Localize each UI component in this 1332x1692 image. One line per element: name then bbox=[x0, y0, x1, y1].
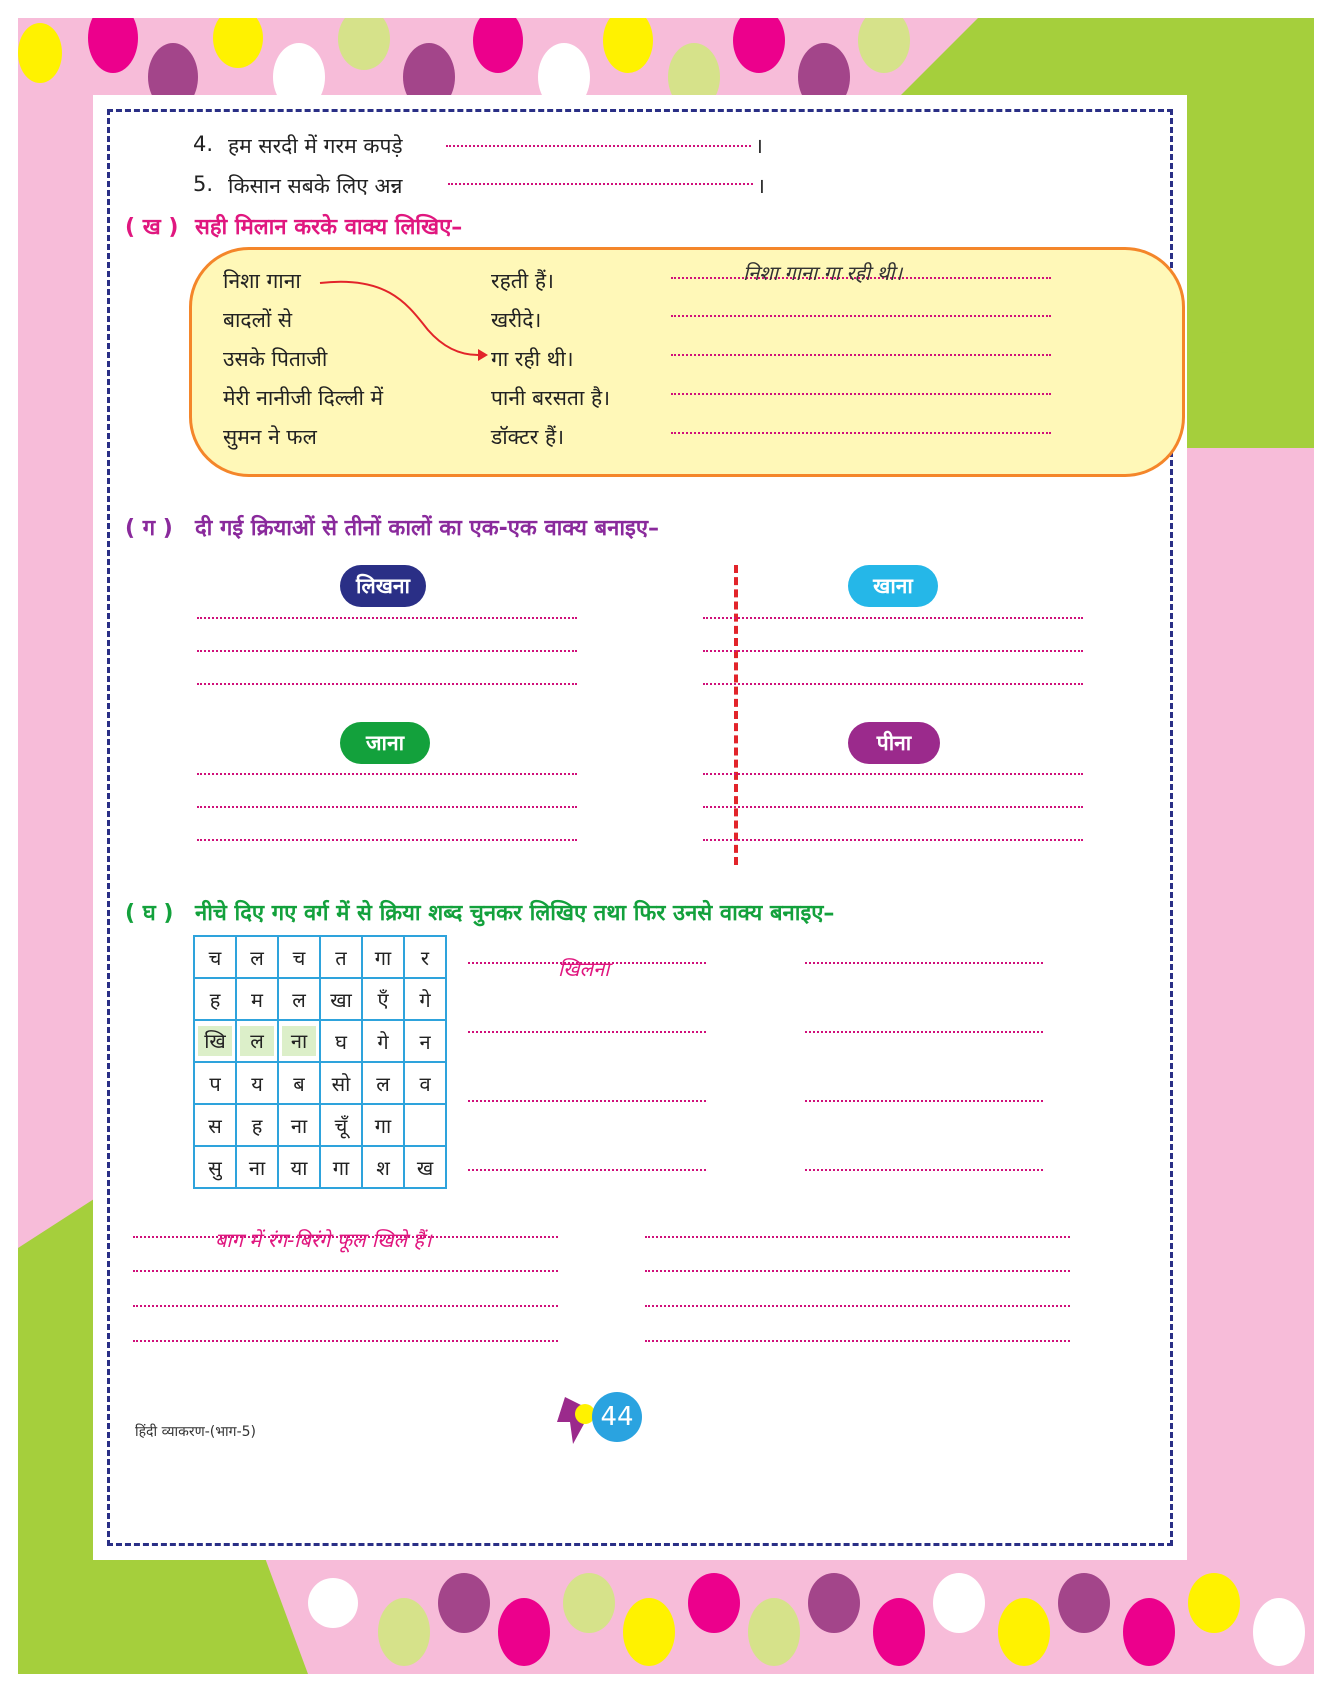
grid-cell[interactable] bbox=[404, 1104, 446, 1146]
item-4-blank[interactable] bbox=[446, 145, 751, 147]
match-right-1: रहती हैं। bbox=[491, 269, 554, 293]
grid-cell[interactable]: ल bbox=[362, 1062, 404, 1104]
section-gh-heading: नीचे दिए गए वर्ग में से क्रिया शब्द चुनकर लिखिए तथा फिर उनसे वाक्य बनाइए– bbox=[195, 901, 835, 926]
sentence-line-4b[interactable] bbox=[645, 1340, 1070, 1342]
grid-cell[interactable]: न bbox=[404, 1020, 446, 1062]
grid-cell[interactable]: घ bbox=[320, 1020, 362, 1062]
grid-cell[interactable]: गे bbox=[404, 978, 446, 1020]
khana-line-2[interactable] bbox=[703, 650, 1083, 652]
grid-cell[interactable]: ह bbox=[194, 978, 236, 1020]
jana-line-3[interactable] bbox=[197, 839, 577, 841]
word-line-3a[interactable] bbox=[468, 1100, 706, 1102]
bottom-dots bbox=[18, 1578, 1314, 1674]
peena-line-1[interactable] bbox=[703, 773, 1083, 775]
grid-cell-text: खि bbox=[198, 1026, 232, 1056]
section-g-heading: दी गई क्रियाओं से तीनों कालों का एक-एक वाक्य बनाइए– bbox=[195, 516, 660, 541]
grid-cell[interactable]: सु bbox=[194, 1146, 236, 1188]
word-example: खिलना bbox=[558, 957, 610, 981]
verb-badge-khana: खाना bbox=[848, 565, 938, 607]
grid-cell[interactable]: गा bbox=[320, 1146, 362, 1188]
grid-cell[interactable]: त bbox=[320, 936, 362, 978]
likhna-line-1[interactable] bbox=[197, 617, 577, 619]
match-left-2: बादलों से bbox=[223, 308, 293, 332]
grid-cell[interactable]: एँ bbox=[362, 978, 404, 1020]
grid-cell[interactable]: य bbox=[236, 1062, 278, 1104]
grid-cell[interactable]: च bbox=[278, 936, 320, 978]
grid-cell[interactable]: ल bbox=[278, 978, 320, 1020]
verb-badge-jana: जाना bbox=[340, 722, 430, 764]
grid-cell-highlighted[interactable] bbox=[236, 1020, 278, 1062]
grid-cell-text: ल bbox=[240, 1026, 274, 1056]
answer-example: निशा गाना गा रही थी। bbox=[743, 261, 903, 285]
word-line-2a[interactable] bbox=[468, 1031, 706, 1033]
answer-line-2[interactable] bbox=[671, 315, 1051, 317]
divider-line bbox=[734, 565, 738, 865]
grid-cell[interactable]: या bbox=[278, 1146, 320, 1188]
peena-line-2[interactable] bbox=[703, 806, 1083, 808]
match-left-5: सुमन ने फल bbox=[223, 425, 317, 449]
grid-cell[interactable]: म bbox=[236, 978, 278, 1020]
grid-cell[interactable]: गा bbox=[362, 936, 404, 978]
match-right-3: गा रही थी। bbox=[491, 347, 574, 371]
book-title: हिंदी व्याकरण-(भाग-5) bbox=[135, 1424, 256, 1440]
jana-line-2[interactable] bbox=[197, 806, 577, 808]
verb-badge-likhna: लिखना bbox=[340, 565, 426, 607]
match-right-4: पानी बरसता है। bbox=[491, 386, 611, 410]
likhna-line-2[interactable] bbox=[197, 650, 577, 652]
item-5-text: किसान सबके लिए अन्न bbox=[228, 174, 403, 198]
sentence-line-2a[interactable] bbox=[133, 1270, 558, 1272]
section-g-label: ( ग ) bbox=[125, 516, 173, 541]
sentence-line-4a[interactable] bbox=[133, 1340, 558, 1342]
match-right-2: खरीदे। bbox=[491, 308, 542, 332]
answer-line-3[interactable] bbox=[671, 354, 1051, 356]
grid-cell[interactable]: सो bbox=[320, 1062, 362, 1104]
item-4-number: 4. bbox=[193, 132, 214, 156]
grid-cell[interactable]: ख bbox=[404, 1146, 446, 1188]
grid-cell[interactable]: ह bbox=[236, 1104, 278, 1146]
grid-cell-highlighted[interactable] bbox=[194, 1020, 236, 1062]
word-line-4a[interactable] bbox=[468, 1169, 706, 1171]
item-4-text: हम सरदी में गरम कपड़े bbox=[228, 134, 403, 158]
section-kh-label: ( ख ) bbox=[125, 215, 179, 240]
word-grid bbox=[193, 935, 447, 1189]
match-arrow bbox=[318, 275, 488, 365]
grid-cell[interactable]: प bbox=[194, 1062, 236, 1104]
grid-cell[interactable]: खा bbox=[320, 978, 362, 1020]
match-left-4: मेरी नानीजी दिल्ली में bbox=[223, 386, 384, 410]
grid-cell[interactable]: गे bbox=[362, 1020, 404, 1062]
answer-line-5[interactable] bbox=[671, 432, 1051, 434]
word-line-4b[interactable] bbox=[805, 1169, 1043, 1171]
item-5-end: । bbox=[757, 174, 765, 198]
grid-cell[interactable]: च bbox=[194, 936, 236, 978]
khana-line-1[interactable] bbox=[703, 617, 1083, 619]
grid-cell[interactable]: ना bbox=[278, 1104, 320, 1146]
word-line-1b[interactable] bbox=[805, 962, 1043, 964]
section-kh-heading: सही मिलान करके वाक्य लिखिए– bbox=[195, 215, 463, 240]
page-number: 44 bbox=[592, 1392, 642, 1442]
answer-line-4[interactable] bbox=[671, 393, 1051, 395]
match-right-5: डॉक्टर हैं। bbox=[491, 425, 565, 449]
grid-cell[interactable]: ना bbox=[236, 1146, 278, 1188]
sentence-line-3b[interactable] bbox=[645, 1305, 1070, 1307]
item-4-end: । bbox=[755, 134, 763, 158]
likhna-line-3[interactable] bbox=[197, 683, 577, 685]
grid-cell-text: ना bbox=[282, 1026, 316, 1056]
grid-cell[interactable]: ल bbox=[236, 936, 278, 978]
grid-cell[interactable]: र bbox=[404, 936, 446, 978]
word-line-3b[interactable] bbox=[805, 1100, 1043, 1102]
section-gh-label: ( घ ) bbox=[125, 901, 174, 926]
match-left-1: निशा गाना bbox=[223, 269, 301, 293]
sentence-example: बाग में रंग-बिरंगे फूल खिले हैं। bbox=[215, 1228, 432, 1252]
verb-badge-peena: पीना bbox=[848, 722, 940, 764]
word-line-2b[interactable] bbox=[805, 1031, 1043, 1033]
grid-cell[interactable]: गा bbox=[362, 1104, 404, 1146]
match-left-3: उसके पिताजी bbox=[223, 347, 328, 371]
sentence-line-3a[interactable] bbox=[133, 1305, 558, 1307]
item-5-number: 5. bbox=[193, 172, 214, 196]
sentence-line-2b[interactable] bbox=[645, 1270, 1070, 1272]
grid-cell[interactable]: व bbox=[404, 1062, 446, 1104]
peena-line-3[interactable] bbox=[703, 839, 1083, 841]
grid-cell[interactable]: श bbox=[362, 1146, 404, 1188]
jana-line-1[interactable] bbox=[197, 773, 577, 775]
sentence-line-1b[interactable] bbox=[645, 1236, 1070, 1238]
item-5-blank[interactable] bbox=[448, 183, 753, 185]
grid-cell-highlighted[interactable] bbox=[278, 1020, 320, 1062]
grid-cell[interactable]: ब bbox=[278, 1062, 320, 1104]
grid-cell[interactable]: स bbox=[194, 1104, 236, 1146]
khana-line-3[interactable] bbox=[703, 683, 1083, 685]
grid-cell[interactable]: चूँ bbox=[320, 1104, 362, 1146]
